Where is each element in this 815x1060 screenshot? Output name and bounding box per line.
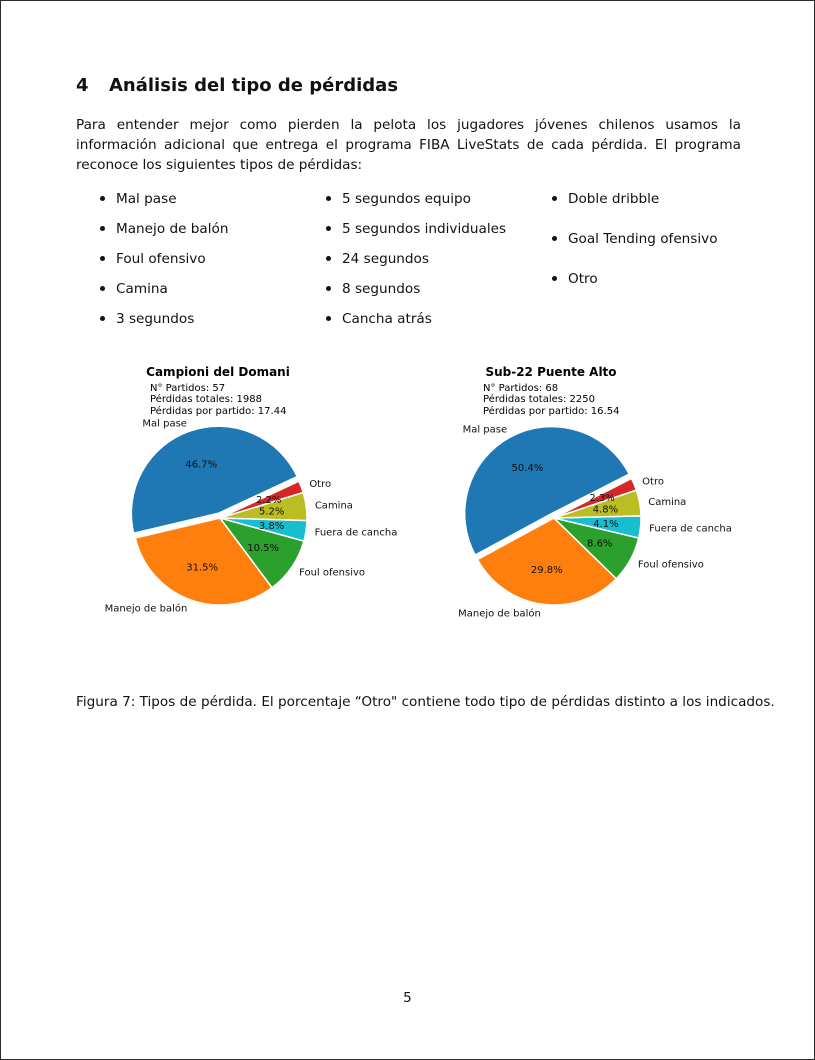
- pie-pct-label: 29.8%: [530, 565, 563, 577]
- pie-pct-label: 2.2%: [256, 494, 282, 506]
- pie-slices: [458, 424, 732, 619]
- pie-category-label: Manejo de balón: [104, 603, 188, 615]
- bullet-item: 8 segundos: [326, 279, 506, 309]
- bullet-item: 5 segundos individuales: [326, 219, 506, 249]
- pie-slices: [105, 418, 398, 614]
- pie-pct-label: 10.5%: [247, 542, 280, 554]
- bullet-item: 24 segundos: [326, 249, 506, 279]
- bullet-item: Goal Tending ofensivo: [552, 229, 718, 269]
- bullet-item: Doble dribble: [552, 189, 718, 229]
- pie-category-label: Fuera de cancha: [649, 523, 732, 535]
- pie-category-label: Camina: [314, 500, 353, 512]
- pie-category-label: Foul ofensivo: [299, 567, 366, 579]
- bullet-item: 3 segundos: [100, 309, 228, 339]
- chart-subtitle-line: Pérdidas totales: 2250: [483, 394, 595, 405]
- pie-chart-svg: [409, 357, 739, 637]
- pie-category-label: Otro: [642, 476, 664, 488]
- intro-paragraph: Para entender mejor como pierden la pelota los jugadores jóvenes chilenos usamos la información adicional que entrega el programa FIBA LiveStats de cada pérdida. El programa reconoce los siguientes tipos de pérdidas:: [76, 117, 741, 173]
- pie-pct-label: 5.2%: [259, 506, 285, 518]
- bullet-item: 5 segundos equipo: [326, 189, 506, 219]
- pie-chart-sub22: [409, 357, 739, 637]
- chart-subtitle-line: Pérdidas por partido: 17.44: [150, 406, 287, 417]
- pie-pct-label: 46.7%: [185, 459, 218, 471]
- pie-chart-svg: [71, 357, 401, 637]
- bullet-item: Foul ofensivo: [100, 249, 228, 279]
- chart-subtitle-line: Pérdidas totales: 1988: [150, 394, 262, 405]
- pie-pct-label: 8.6%: [587, 538, 613, 550]
- pie-category-label: Mal pase: [462, 424, 508, 436]
- bullet-item: Mal pase: [100, 189, 228, 219]
- bullet-item: Manejo de balón: [100, 219, 228, 249]
- bullet-list-col2: [326, 189, 506, 339]
- pie-pct-label: 4.8%: [592, 504, 619, 516]
- pie-category-label: Otro: [309, 479, 332, 491]
- section-title: Análisis del tipo de pérdidas: [109, 75, 399, 96]
- pie-category-label: Camina: [648, 496, 687, 508]
- section-number: 4: [76, 75, 89, 96]
- chart-title: Campioni del Domani: [146, 365, 290, 379]
- pie-pct-label: 3.8%: [258, 521, 285, 533]
- chart-subtitle-line: Pérdidas por partido: 16.54: [483, 406, 620, 417]
- pie-chart-campioni: [71, 357, 401, 637]
- pie-pct-label: 31.5%: [186, 562, 219, 574]
- figure-caption: Figura 7: Tipos de pérdida. El porcentaje “Otro" contiene todo tipo de pérdidas distinto a los indicados.: [76, 694, 775, 710]
- pie-category-label: Foul ofensivo: [637, 559, 704, 571]
- pie-category-label: Mal pase: [142, 418, 187, 430]
- chart-title: Sub-22 Puente Alto: [485, 365, 617, 379]
- bullet-list-col1: [100, 189, 228, 339]
- bullet-list-col3: [552, 189, 718, 309]
- pie-category-label: Manejo de balón: [458, 608, 541, 620]
- bullet-item: Otro: [552, 269, 718, 309]
- pie-pct-label: 50.4%: [511, 462, 544, 474]
- bullet-item: Cancha atrás: [326, 309, 506, 339]
- chart-subtitle-line: N° Partidos: 68: [483, 383, 559, 394]
- chart-subtitle-line: N° Partidos: 57: [150, 383, 226, 394]
- page-number: 5: [403, 990, 412, 1006]
- pie-pct-label: 2.3%: [589, 493, 615, 505]
- pie-pct-label: 4.1%: [593, 518, 619, 530]
- pie-category-label: Fuera de cancha: [314, 527, 398, 539]
- bullet-item: Camina: [100, 279, 228, 309]
- section-heading: [76, 75, 398, 96]
